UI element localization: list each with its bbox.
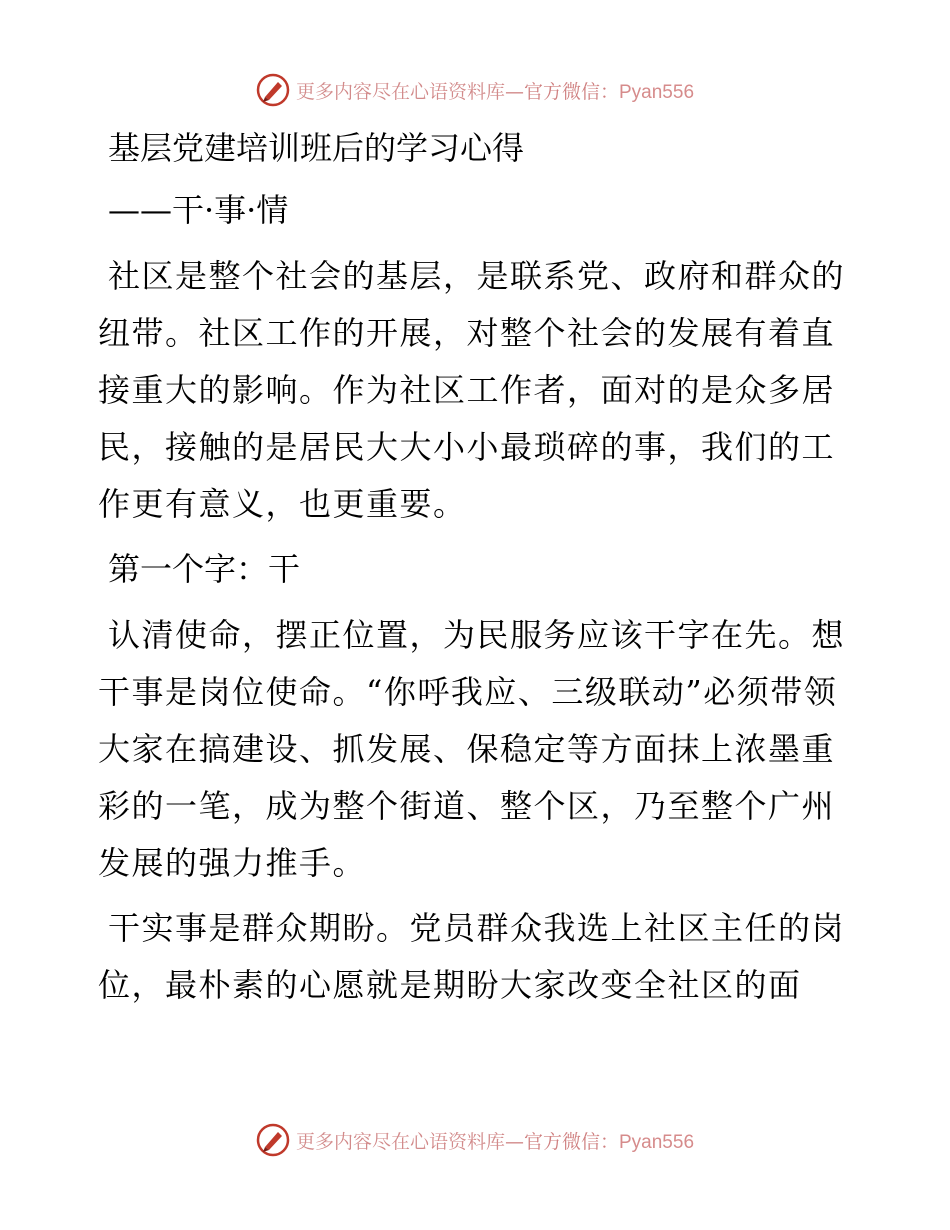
document-subtitle: ——干·事·情	[108, 191, 289, 229]
document-title: 基层党建培训班后的学习心得	[108, 129, 525, 167]
banner-text: 更多内容尽在心语资料库—官方微信：Pyan556	[295, 1130, 695, 1153]
banner-text: 更多内容尽在心语资料库—官方微信：Pyan556	[295, 80, 695, 103]
paragraph: 干实事是群众期盼。党员群众我选上社区主任的岗位，最朴素的心愿就是期盼大家改变全社区的面	[98, 909, 846, 1004]
paragraph: 社区是整个社会的基层，是联系党、政府和群众的纽带。社区工作的开展，对整个社会的发展有着直接重大的影响。作为社区工作者，面对的是众多居民，接触的是居民大大小小最琐碎的事，我们的工作更有意义，也更重要。	[98, 257, 846, 523]
header-banner	[0, 70, 950, 110]
section-heading: 第一个字：干	[108, 550, 301, 588]
paragraph: 认清使命，摆正位置，为民服务应该干字在先。想干事是岗位使命。“你呼我应、三级联动”必须带领大家在搞建设、抓发展、保稳定等方面抹上浓墨重彩的一笔，成为整个街道、整个区，乃至整个广州发展的强力推手。	[98, 616, 846, 882]
pen-logo-icon	[256, 1123, 290, 1157]
pen-logo-icon	[256, 73, 290, 107]
document-body	[98, 120, 854, 1022]
footer-banner	[0, 1120, 950, 1160]
